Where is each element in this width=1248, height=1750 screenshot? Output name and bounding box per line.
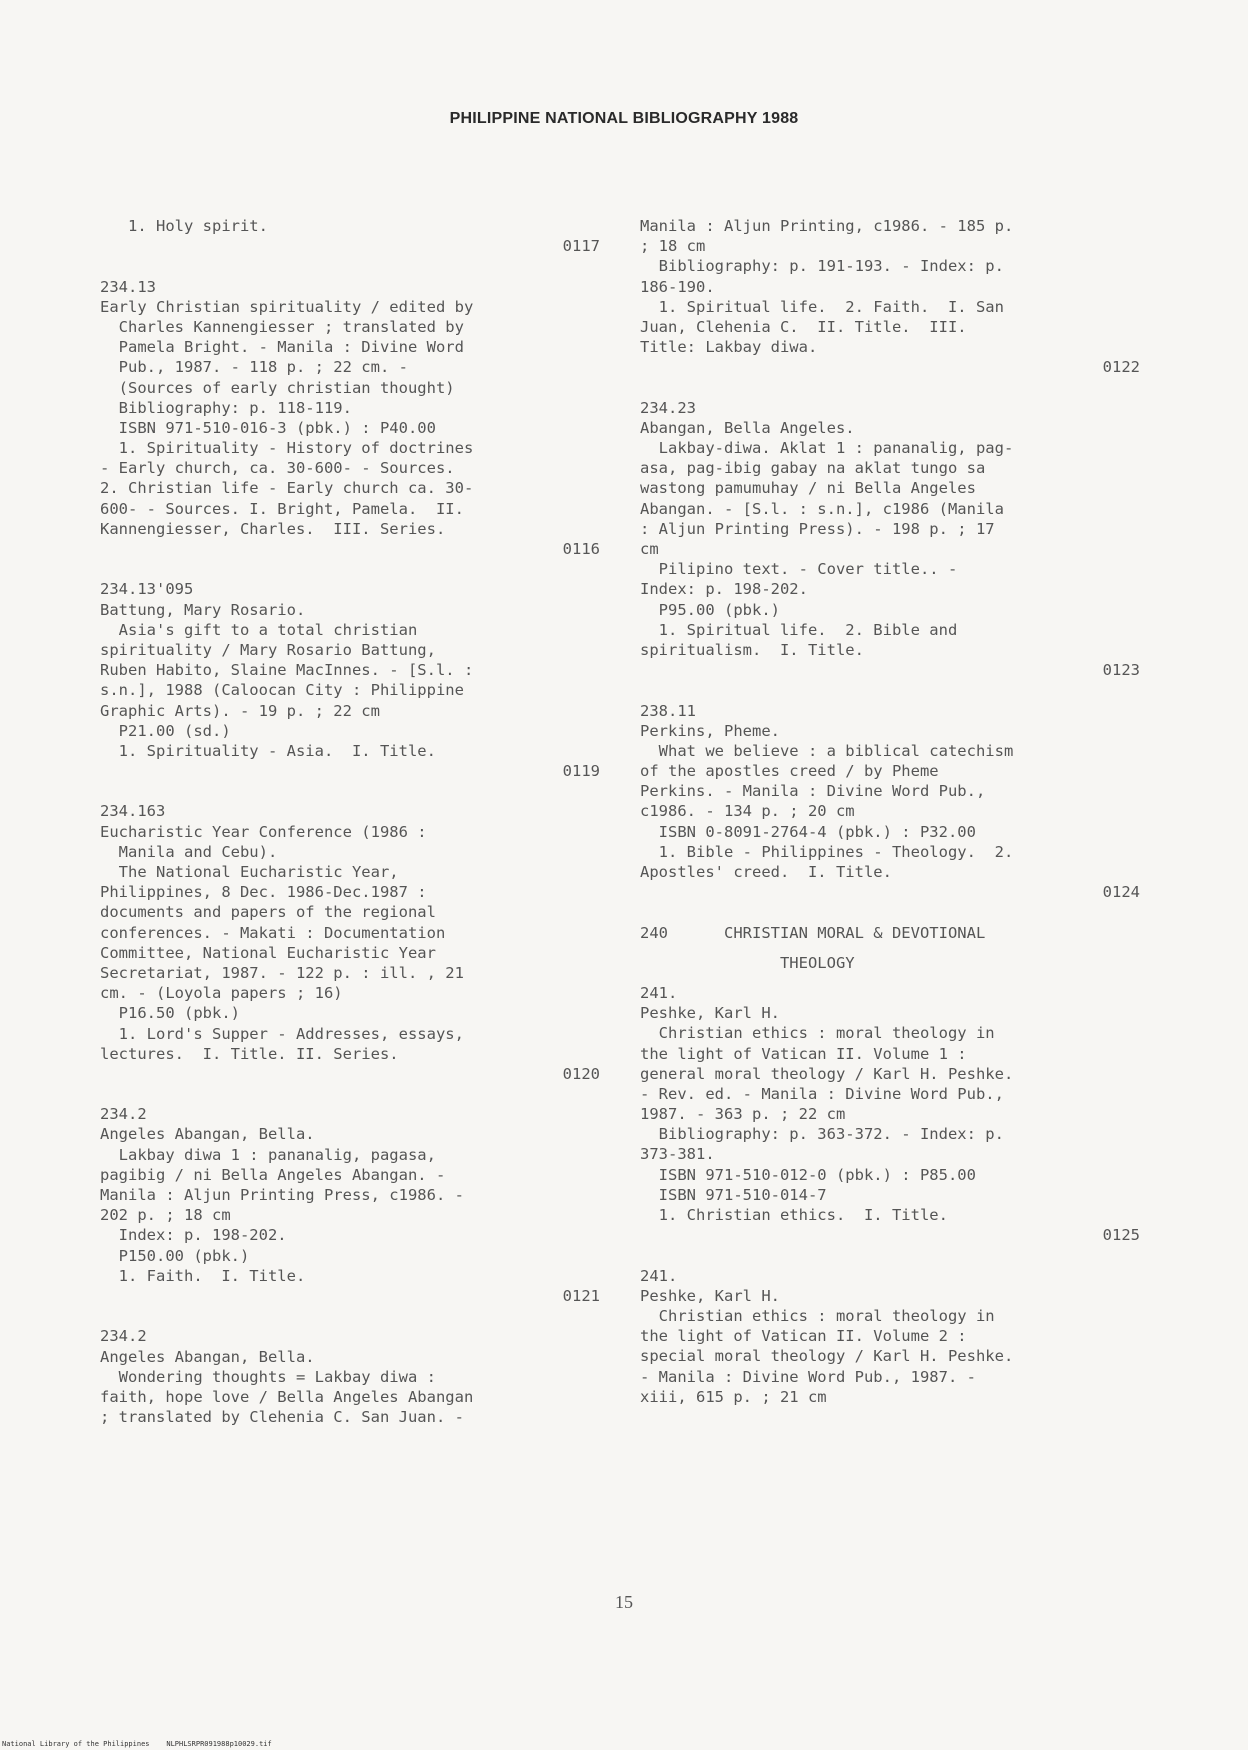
entry-spacer <box>640 943 1140 953</box>
entry-line: of the apostles creed / by Pheme <box>640 762 939 781</box>
entry-line: wastong pamumuhay / ni Bella Angeles <box>640 479 976 498</box>
scan-label: National Library of the Philippines NLPHLSRPR091988p10029.tif <box>2 1740 272 1748</box>
entry-line: general moral theology / Karl H. Peshke. <box>640 1064 1014 1083</box>
entry-line: 241. <box>640 1266 678 1285</box>
entry-line: (Sources of early christian thought) <box>100 378 455 397</box>
entry-line: Abangan. - [S.l. : s.n.], c1986 (Manila <box>640 499 1004 518</box>
entry-line: - Rev. ed. - Manila : Divine Word Pub., <box>640 1084 1004 1103</box>
entry-line: ; translated by Clehenia C. San Juan. - <box>100 1408 464 1427</box>
entry-line: special moral theology / Karl H. Peshke. <box>640 1347 1014 1366</box>
entry-line: Index: p. 198-202. <box>100 1226 287 1245</box>
entry-line: Graphic Arts). - 19 p. ; 22 cm <box>100 701 380 720</box>
entry-line: 600- - Sources. I. Bright, Pamela. II. <box>100 499 464 518</box>
entry-line: Manila : Aljun Printing, c1986. - 185 p. <box>640 217 1014 235</box>
entry-line: Peshke, Karl H. <box>640 1004 780 1023</box>
entry-line: spiritualism. I. Title. <box>640 640 864 659</box>
entry-line: 1. Holy spirit. <box>100 217 268 235</box>
entry-line: asa, pag-ibig gabay na aklat tungo sa <box>640 459 986 478</box>
entry-line: Juan, Clehenia C. II. Title. III. <box>640 317 967 336</box>
entry-line: c1986. - 134 p. ; 20 cm <box>640 802 855 821</box>
entry-line: 202 p. ; 18 cm <box>100 1206 231 1225</box>
entry-line: 1. Lord's Supper - Addresses, essays, <box>100 1024 464 1043</box>
entry-line: Perkins. - Manila : Divine Word Pub., <box>640 782 986 801</box>
entry-line: - Early church, ca. 30-600- - Sources. <box>100 459 455 478</box>
entry-number: 0124 <box>1102 883 1140 902</box>
entry-line: s.n.], 1988 (Caloocan City : Philippine <box>100 681 464 700</box>
entry-line: The National Eucharistic Year, <box>100 863 399 881</box>
entry-line: Committee, National Eucharistic Year <box>100 943 436 962</box>
entry-line: ISBN 971-510-012-0 (pbk.) : P85.00 <box>640 1165 976 1184</box>
entry-line: 186-190. <box>640 277 715 296</box>
entry-line: Battung, Mary Rosario. <box>100 600 306 619</box>
entry-line: 234.23 <box>640 398 696 417</box>
entry-line: Pub., 1987. - 118 p. ; 22 cm. - <box>100 358 408 377</box>
entry-number: 0119 <box>562 762 600 781</box>
entry-line: 238.11 <box>640 701 696 720</box>
entry-line: : Aljun Printing Press). - 198 p. ; 17 <box>640 519 995 538</box>
entry-spacer <box>640 680 1140 700</box>
entry-spacer <box>100 256 600 276</box>
entry-line: Eucharistic Year Conference (1986 : <box>100 822 427 841</box>
entry-spacer <box>100 1084 600 1104</box>
entry-line: 234.13'095 <box>100 580 194 599</box>
entry-line: Kannengiesser, Charles. III. Series. <box>100 519 446 538</box>
entry-line: P95.00 (pbk.) <box>640 600 780 619</box>
entry-spacer <box>640 902 1140 922</box>
entry-line: the light of Vatican II. Volume 2 : <box>640 1327 967 1346</box>
entry-number: 0121 <box>562 1286 600 1305</box>
entry-spacer <box>100 1306 600 1326</box>
entry-line: Manila and Cebu). <box>100 842 278 861</box>
entry-number: 0120 <box>562 1064 600 1083</box>
entry-line: P16.50 (pbk.) <box>100 1004 240 1023</box>
entry-line: Christian ethics : moral theology in <box>640 1024 995 1043</box>
entry-line: Pamela Bright. - Manila : Divine Word <box>100 338 464 357</box>
entry-line: faith, hope love / Bella Angeles Abangan <box>100 1387 474 1406</box>
entry-line: 1. Spirituality - Asia. I. Title. <box>100 741 436 760</box>
entry-line: Bibliography: p. 191-193. - Index: p. <box>640 257 1004 276</box>
entry-line: ISBN 971-510-016-3 (pbk.) : P40.00 <box>100 418 436 437</box>
entry-line: the light of Vatican II. Volume 1 : <box>640 1044 967 1063</box>
entry-line: Secretariat, 1987. - 122 p. : ill. , 21 <box>100 963 464 982</box>
entry-line: P150.00 (pbk.) <box>100 1246 250 1265</box>
entry-line: 1. Bible - Philippines - Theology. 2. <box>640 842 1014 861</box>
entry-line: documents and papers of the regional <box>100 903 436 922</box>
entry-line: Title: Lakbay diwa. <box>640 338 818 357</box>
entry-line: 1. Christian ethics. I. Title. <box>640 1206 948 1224</box>
entry-spacer <box>640 973 1140 983</box>
entry-line: Wondering thoughts = Lakbay diwa : <box>100 1367 436 1386</box>
entry-line: 1. Spiritual life. 2. Faith. I. San <box>640 297 1004 316</box>
entry-line: Philippines, 8 Dec. 1986-Dec.1987 : <box>100 883 427 902</box>
entry-line: 2. Christian life - Early church ca. 30- <box>100 479 474 498</box>
entry-line: 234.2 <box>100 1105 147 1124</box>
entry-line: conferences. - Makati : Documentation <box>100 923 446 942</box>
entry-line: 1. Spiritual life. 2. Bible and <box>640 620 958 639</box>
entry-spacer <box>100 559 600 579</box>
entry-line: Ruben Habito, Slaine MacInnes. - [S.l. : <box>100 661 474 680</box>
entry-line: 234.163 <box>100 802 166 821</box>
entry-line: 240 CHRISTIAN MORAL & DEVOTIONAL <box>640 923 986 942</box>
entry-line: Pilipino text. - Cover title.. - <box>640 560 958 579</box>
entry-number: 0122 <box>1102 358 1140 377</box>
entry-line: Bibliography: p. 363-372. - Index: p. <box>640 1125 1004 1144</box>
entry-line: Abangan, Bella Angeles. <box>640 418 855 437</box>
entry-line: Apostles' creed. I. Title. <box>640 863 892 881</box>
entry-line: 1987. - 363 p. ; 22 cm <box>640 1105 846 1124</box>
entry-line: 241. <box>640 983 678 1002</box>
entry-line: Christian ethics : moral theology in <box>640 1306 995 1325</box>
entry-line: 234.2 <box>100 1327 147 1346</box>
entry-line: xiii, 615 p. ; 21 cm <box>640 1387 827 1406</box>
entry-spacer <box>640 1245 1140 1265</box>
entry-line: ISBN 971-510-014-7 <box>640 1185 827 1204</box>
entry-line: Angeles Abangan, Bella. <box>100 1347 315 1366</box>
entry-line: Lakbay-diwa. Aklat 1 : pananalig, pag- <box>640 439 1014 458</box>
left-column <box>100 216 600 1427</box>
entry-number: 0117 <box>562 237 600 256</box>
entry-number: 0116 <box>562 540 600 558</box>
entry-line: Index: p. 198-202. <box>640 580 808 599</box>
entry-line: ; 18 cm <box>640 237 706 256</box>
entry-line: Perkins, Pheme. <box>640 721 780 740</box>
right-column <box>640 216 1140 1407</box>
entry-line: Peshke, Karl H. <box>640 1286 780 1305</box>
entry-line: pagibig / ni Bella Angeles Abangan. - <box>100 1165 446 1184</box>
entry-line: cm <box>640 540 659 558</box>
entry-line: P21.00 (sd.) <box>100 721 231 740</box>
entry-line: Manila : Aljun Printing Press, c1986. - <box>100 1186 464 1204</box>
entry-line: ISBN 0-8091-2764-4 (pbk.) : P32.00 <box>640 822 976 841</box>
entry-line: What we believe : a biblical catechism <box>640 741 1014 760</box>
entry-spacer <box>640 378 1140 398</box>
entry-line: spirituality / Mary Rosario Battung, <box>100 640 436 659</box>
entry-line: Early Christian spirituality / edited by <box>100 297 474 316</box>
entry-line: THEOLOGY <box>640 953 855 972</box>
entry-line: Angeles Abangan, Bella. <box>100 1125 315 1144</box>
page-title: PHILIPPINE NATIONAL BIBLIOGRAPHY 1988 <box>449 110 799 127</box>
entry-line: 1. Faith. I. Title. <box>100 1266 306 1285</box>
entry-line: - Manila : Divine Word Pub., 1987. - <box>640 1367 976 1386</box>
entry-spacer <box>100 781 600 801</box>
entry-line: 1. Spirituality - History of doctrines <box>100 439 474 458</box>
entry-line: Bibliography: p. 118-119. <box>100 398 352 417</box>
entry-line: lectures. I. Title. II. Series. <box>100 1044 399 1063</box>
entry-number: 0123 <box>1102 661 1140 680</box>
entry-line: Asia's gift to a total christian <box>100 620 418 639</box>
entry-line: 234.13 <box>100 277 156 296</box>
page-number: 15 <box>615 1592 633 1612</box>
entry-line: Lakbay diwa 1 : pananalig, pagasa, <box>100 1145 436 1164</box>
entry-number: 0125 <box>1102 1226 1140 1245</box>
entry-line: Charles Kannengiesser ; translated by <box>100 317 464 336</box>
entry-line: cm. - (Loyola papers ; 16) <box>100 984 343 1003</box>
entry-line: 373-381. <box>640 1145 715 1164</box>
